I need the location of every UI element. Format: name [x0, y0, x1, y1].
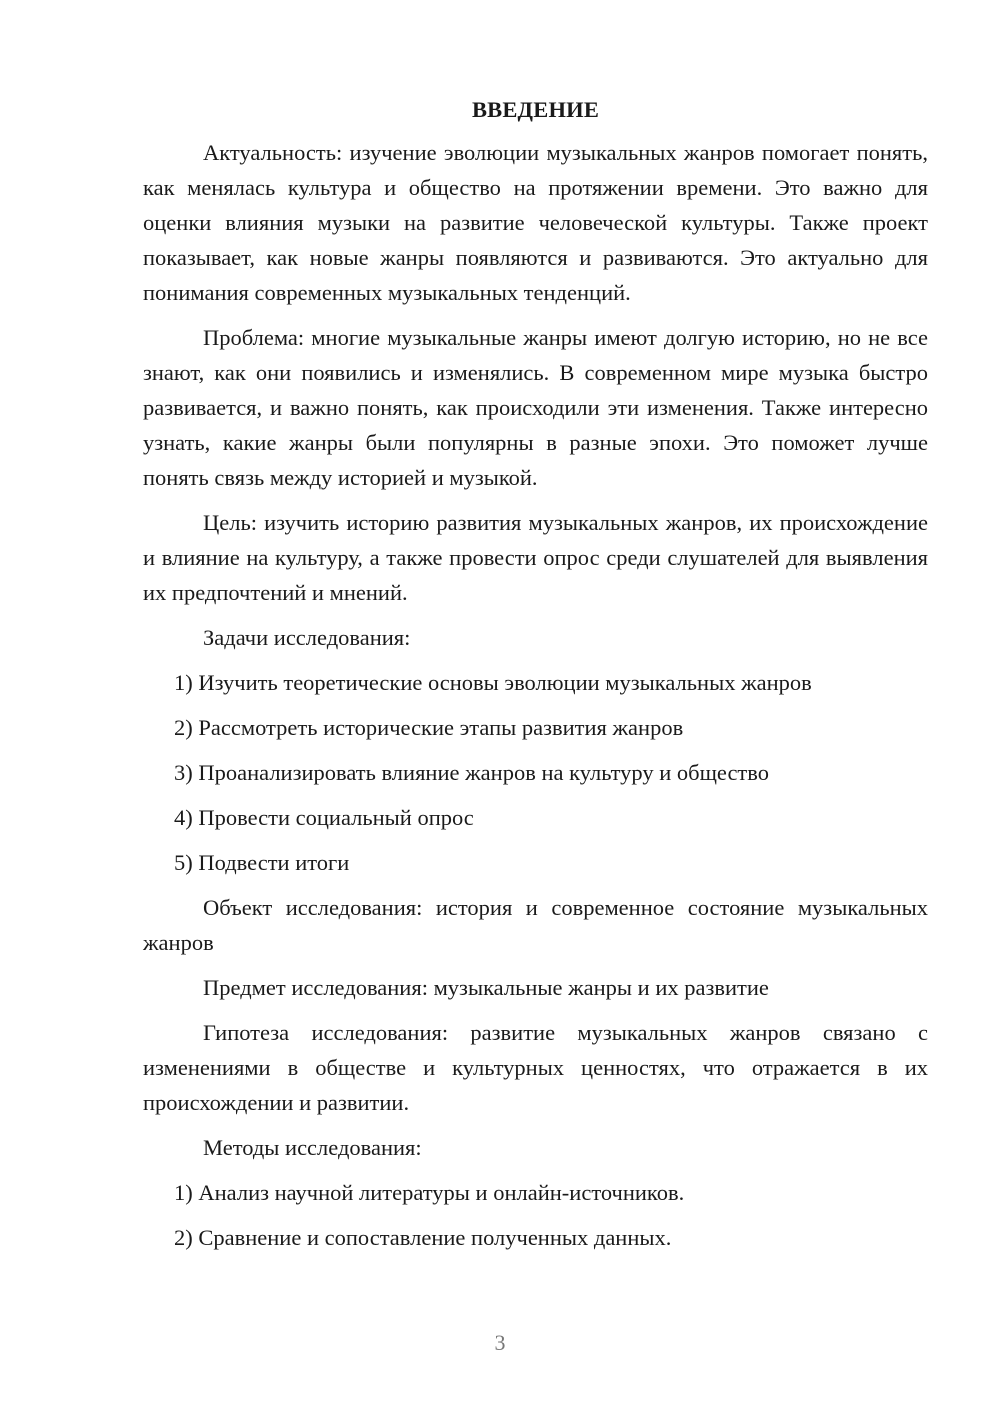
section-title: ВВЕДЕНИЕ [471, 97, 600, 122]
tasks-heading: Задачи исследования: [203, 625, 411, 650]
page-number: 3 [494, 1330, 506, 1355]
document-page [143, 92, 928, 1265]
task-item: 3) Проанализировать влияние жанров на культуру и общество [174, 760, 769, 785]
task-item: 2) Рассмотреть исторические этапы развития жанров [174, 715, 684, 740]
method-item: 2) Сравнение и сопоставление полученных данных. [174, 1225, 672, 1250]
methods-heading: Методы исследования: [203, 1135, 422, 1160]
problem-paragraph: Проблема: многие музыкальные жанры имеют долгую историю, но не все знают, как они появились и изменялись. В современном мире музыка быстро развивается, и важно понять, как происходили эти изменения. Также интересно узнать, какие жанры были популярны в разные эпохи. Это поможет лучше понять связь между историей и музыкой. [143, 325, 928, 490]
object-paragraph: Объект исследования: история и современное состояние музыкальных жанров [143, 895, 928, 955]
relevance-paragraph: Актуальность: изучение эволюции музыкальных жанров помогает понять, как менялась культура и общество на протяжении времени. Это важно для оценки влияния музыки на развитие человеческой культуры. Также проект показывает, как новые жанры появляются и развиваются. Это актуально для понимания современных музыкальных тенденций. [143, 140, 928, 305]
hypothesis-paragraph: Гипотеза исследования: развитие музыкальных жанров связано с изменениями в обществе и культурных ценностях, что отражается в их происхождении и развитии. [143, 1020, 928, 1115]
goal-paragraph: Цель: изучить историю развития музыкальных жанров, их происхождение и влияние на культуру, а также провести опрос среди слушателей для выявления их предпочтений и мнений. [143, 510, 928, 605]
task-item: 5) Подвести итоги [174, 850, 350, 875]
method-item: 1) Анализ научной литературы и онлайн-источников. [174, 1180, 685, 1205]
task-item: 4) Провести социальный опрос [174, 805, 474, 830]
subject-paragraph: Предмет исследования: музыкальные жанры и их развитие [203, 975, 769, 1000]
task-item: 1) Изучить теоретические основы эволюции музыкальных жанров [174, 670, 812, 695]
